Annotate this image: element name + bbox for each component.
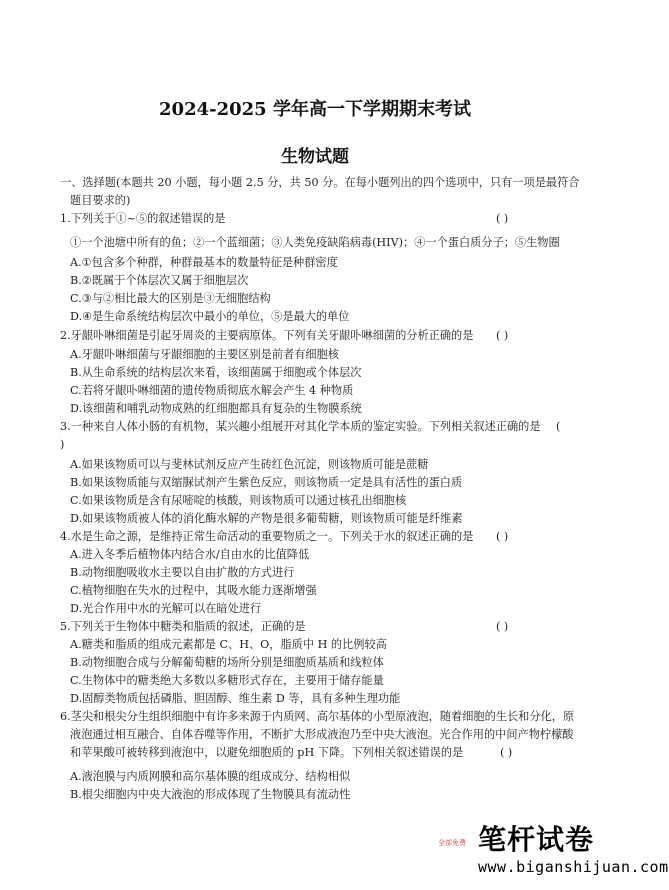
q3-option-d: D.如果该物质被人体的消化酶水解的产物是很多葡萄糖，则该物质可能是纤维素 (70, 512, 463, 525)
q4-option-b: B.动物细胞吸收水主要以自由扩散的方式进行 (70, 566, 295, 579)
watermark-logo (438, 818, 669, 882)
watermark-brand: 笔杆试卷 (478, 823, 595, 856)
q1-option-b: B.②既属于个体层次又属于细胞层次 (70, 274, 249, 287)
q2-answer-bracket: ( ) (496, 329, 509, 342)
q4-option-c: C.植物细胞在失水的过程中，其吸水能力逐渐增强 (70, 584, 317, 597)
q4-option-a: A.进入冬季后植物体内结合水/自由水的比值降低 (70, 548, 310, 561)
q6-option-a: A.液泡膜与内质网膜和高尔基体膜的组成成分、结构相似 (70, 770, 351, 783)
watermark-url: www.biganshijuan.com (478, 858, 669, 876)
q2-stem: 2.牙龈卟啉细菌是引起牙周炎的主要病原体。下列有关牙龈卟啉细菌的分析正确的是 (60, 329, 474, 342)
q1-option-a: A.①包含多个种群，种群最基本的数量特征是种群密度 (70, 256, 338, 269)
q3-bracket-close: ) (60, 438, 65, 451)
q5-option-c: C.生物体中的糖类绝大多数以多糖形式存在，主要用于储存能量 (70, 674, 384, 687)
q6-answer-bracket: ( ) (500, 746, 513, 759)
section-instructions: 一、选择题(本题共 20 小题，每小题 2.5 分，共 50 分。在每小题列出的四个选项中，只有一项是最符合 (60, 176, 580, 189)
q3-stem: 3.一种来自人体小肠的有机物，某兴趣小组展开对其化学本质的鉴定实验。下列相关叙述正确的是 (60, 420, 541, 433)
q1-stem: 1.下列关于①~⑤的叙述错误的是 (60, 212, 226, 225)
q3-option-c: C.如果该物质是含有尿嘧啶的核酸，则该物质可以通过核孔出细胞核 (70, 494, 407, 507)
q4-stem: 4.水是生命之源，是维持正常生命活动的重要物质之一。下列关于水的叙述正确的是 (60, 530, 474, 543)
q6-stem-line1: 6.茎尖和根尖分生组织细胞中有许多来源于内质网、高尔基体的小型原液泡，随着细胞的生长和分化，原 (60, 710, 575, 723)
q5-option-a: A.糖类和脂质的组成元素都是 C、H、O，脂质中 H 的比例较高 (70, 638, 387, 651)
q5-stem: 5.下列关于生物体中糖类和脂质的叙述，正确的是 (60, 620, 306, 633)
q6-option-b: B.根尖细胞内中央大液泡的形成体现了生物膜具有流动性 (70, 788, 351, 801)
watermark-free-label: 全部免费 (438, 839, 466, 847)
q3-option-b: B.如果该物质能与双缩脲试剂产生紫色反应，则该物质一定是具有活性的蛋白质 (70, 476, 463, 489)
q4-option-d: D.光合作用中水的光解可以在暗处进行 (70, 602, 262, 615)
q4-answer-bracket: ( ) (496, 530, 509, 543)
q6-stem-line3: 和苹果酸可被转移到液泡中，以避免细胞质的 pH 下降。下列相关叙述错误的是 (70, 746, 464, 759)
q3-bracket-open: ( (556, 420, 561, 433)
q5-option-d: D.固醇类物质包括磷脂、胆固醇、维生素 D 等，具有多种生理功能 (70, 692, 401, 705)
q2-option-a: A.牙龈卟啉细菌与牙龈细胞的主要区别是前者有细胞核 (70, 348, 339, 361)
subject-title: 生物试题 (281, 147, 349, 167)
q1-option-d: D.④是生命系统结构层次中最小的单位，⑤是最大的单位 (70, 310, 350, 323)
q5-option-b: B.动物细胞合成与分解葡萄糖的场所分别是细胞质基质和线粒体 (70, 656, 384, 669)
q2-option-c: C.若将牙龈卟啉细菌的遗传物质彻底水解会产生 4 种物质 (70, 384, 354, 397)
q3-option-a: A.如果该物质可以与斐林试剂反应产生砖红色沉淀，则该物质可能是蔗糖 (70, 458, 429, 471)
q1-option-c: C.③与②相比最大的区别是③无细胞结构 (70, 292, 271, 305)
q6-stem-line2: 液泡通过相互融合、自体吞噬等作用，不断扩大形成液泡乃至中央大液泡。光合作用的中间产物柠檬酸 (70, 728, 574, 741)
section-instructions-cont: 题目要求的) (70, 194, 131, 207)
q1-context: ①一个池塘中所有的鱼；②一个蓝细菌；③人类免疫缺陷病毒(HIV)；④一个蛋白质分子；⑤生物圈 (70, 236, 560, 249)
exam-title: 2024-2025 学年高一下学期期末考试 (159, 99, 471, 120)
q2-option-d: D.该细菌和哺乳动物成熟的红细胞都具有复杂的生物膜系统 (70, 402, 362, 415)
q2-option-b: B.从生命系统的结构层次来看，该细菌属于细胞或个体层次 (70, 366, 362, 379)
q5-answer-bracket: ( ) (496, 620, 509, 633)
q1-answer-bracket: ( ) (496, 212, 509, 225)
